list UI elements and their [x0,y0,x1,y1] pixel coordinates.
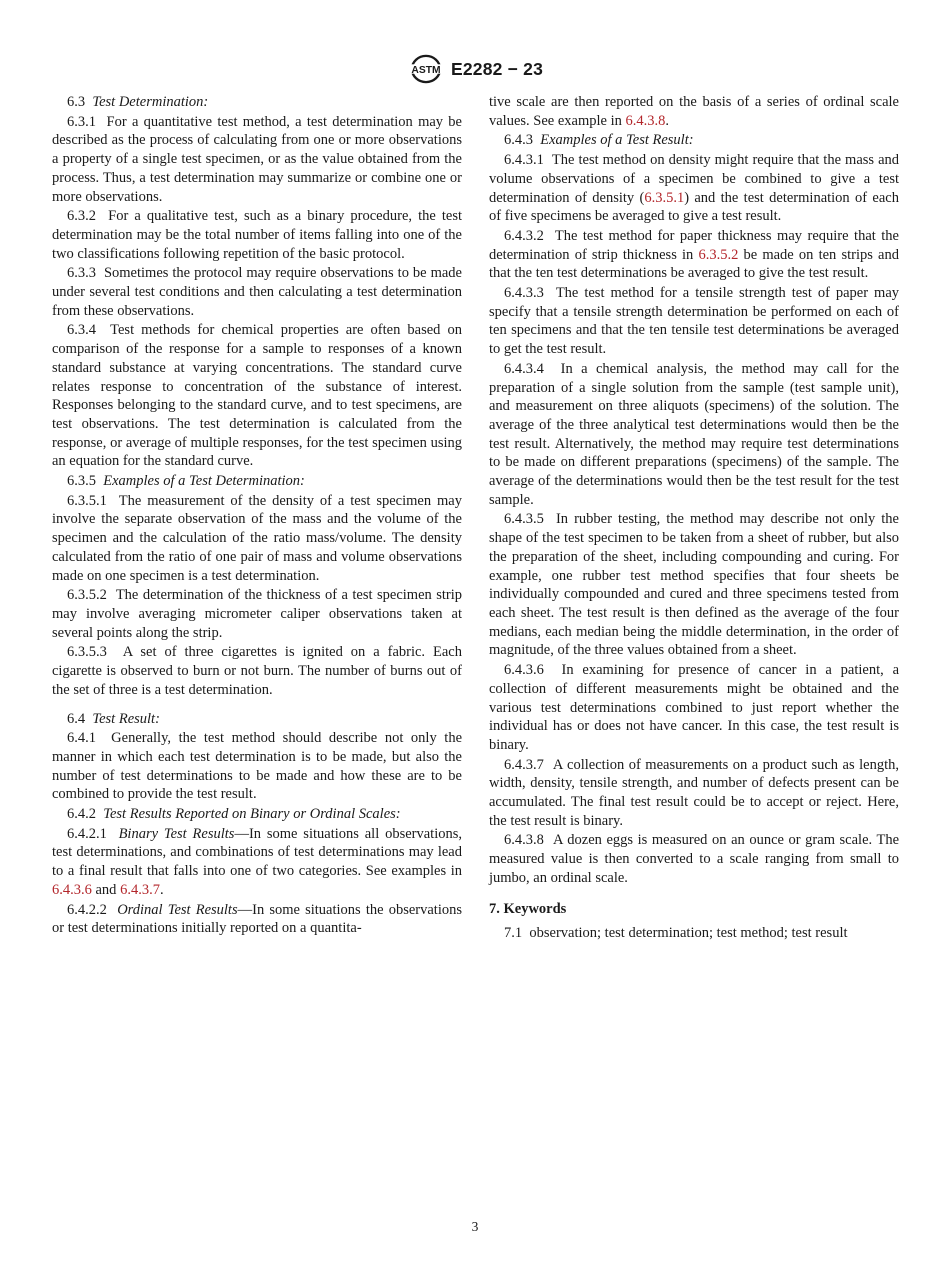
section-6-3-5-3: 6.3.5.3 A set of three cigarettes is ignited on a fabric. Each cigarette is observed to burn or not burn. The number of burns out of the set of three is a test determination. [52,644,462,698]
section-6-4-3-7: 6.4.3.7 A collection of measurements on a product such as length, width, density, tensile strength, and number of defects present can be accumulated. The final test result could be to accept or reject. Here, the test result is binary. [489,756,899,829]
page-number: 3 [471,1219,479,1234]
section-6-3-5: 6.3.5 Examples of a Test Determination: [67,473,305,490]
section-6-4-3-3: 6.4.3.3 The test method for a tensile strength test of paper may specify that a tensile strength determination be performed on each of ten specimens and that the ten tensile test determinations be averaged to get the test result. [489,285,899,358]
astm-logo-icon [407,54,445,84]
section-6-4-3: 6.4.3 Examples of a Test Result: [504,132,694,149]
section-6-4-2-1: 6.4.2.1 Binary Test Results—In some situations all observations, test determinations, and combinations of test determinations may lead to a final result that falls into one of two categories. See examples in 6.4.3.6 and 6.4.3.7. [52,825,462,898]
link-6-4-3-6[interactable]: 6.4.3.6 [52,881,92,898]
section-6-4-3-8: 6.4.3.8 A dozen eggs is measured on an ounce or gram scale. The measured value is then converted to a scale ranging from small to jumbo, an ordinal scale. [489,832,900,886]
right-column [489,93,899,944]
section-6-3: 6.3 Test Determination: [67,94,209,110]
left-column [52,93,462,939]
section-6-3-5-1: 6.3.5.1 The measurement of the density of a test specimen may involve the separate observation of the mass and the volume of the specimen and the calculation of the ratio mass/volume. The density calculated from the ratio of one pair of mass and volume observations made on one specimen is a test determination. [52,492,462,584]
section-6-4: 6.4 Test Result: [67,710,160,727]
section-6-3-1: 6.3.1 For a quantitative test method, a test determination may be described as the process of calculating from one or more observations a property of a single test specimen, or as the value obtained from the process. Thus, a test determination may summarize or combine one or more observations. [52,113,462,205]
link-6-3-5-1[interactable]: 6.3.5.1 [644,189,685,206]
section-6-4-3-5: 6.4.3.5 In rubber testing, the method may describe not only the shape of the test specimen to be taken from a sheet of rubber, but also the preparation of the sheet, including compounding and curing. For example, one rubber test method specifies that four sheets be individually compounded and cured and three specimens tested from each sheet. The test result is then defined as the average of the four medians, each median being the middle determination, in the order of magnitude, of the three values obtained from a sheet. [489,511,899,659]
section-6-3-4: 6.3.4 Test methods for chemical properties are often based on comparison of the response for a sample to responses of a known standard substance at varying concentrations. The standard curve relates response to concentration of the substance of interest. Responses belonging to the standard curve, and to test specimens, are test observations. The test determination is calculated from the response, or average of multiple responses, for the test specimen using an equation for the standard curve. [52,322,463,470]
section-6-4-3-2: 6.4.3.2 The test method for paper thickness may require that the determination of strip thickness in 6.3.5.2 be made on ten strips and that the ten test determinations be averaged to give the test result. [489,227,899,282]
section-6-3-2: 6.3.2 For a qualitative test, such as a binary procedure, the test determination may be the total number of items falling into one of the two classifications following repetition of the basic protocol. [52,208,463,262]
section-6-4-3-1: 6.4.3.1 The test method on density might require that the mass and volume observations of a specimen be combined to give a test determination of density (6.3.5.1) and the test determination of each of five specimens be averaged to give a test result. [489,152,899,225]
section-7-1: 7.1 observation; test determination; test method; test result [504,925,848,942]
section-6-3-3: 6.3.3 Sometimes the protocol may require observations to be made under several test conditions and then calculating a test determination from these observations. [52,265,462,319]
section-6-3-5-2: 6.3.5.2 The determination of the thickness of a test specimen strip may involve averaging micrometer caliper observations taken at several points along the strip. [52,587,463,641]
link-6-3-5-2[interactable]: 6.3.5.2 [698,246,739,263]
link-6-4-3-7[interactable]: 6.4.3.7 [120,881,160,898]
section-6-4-1: 6.4.1 Generally, the test method should describe not only the manner in which each test determination is to be made, but also the number of test determinations to be made and how these are to be combined to provide the test result. [52,730,463,803]
section-6-4-3-6: 6.4.3.6 In examining for presence of cancer in a patient, a collection of different measurements might be obtained and the various test determinations combined to just report whether the individual has or does not have cancer. In this case, the test result is binary. [489,662,899,753]
link-6-4-3-8[interactable]: 6.4.3.8 [625,112,666,129]
keywords-heading: 7. Keywords [489,900,567,917]
standard-designation: E2282 − 23 [450,58,543,79]
svg-text:ASTM: ASTM [411,65,441,77]
section-6-4-3-4: 6.4.3.4 In a chemical analysis, the method may call for the preparation of a single solution from the sample (test sample unit), and measurement on three aliquots (specimens) of the solution. The average of the three analytical test determinations would then be the test result. Alternatively, the method may require test determinations to be made on different preparations (specimens) of the sample. The average of the determinations would then be the test result for the test sample. [489,360,900,508]
section-6-4-2-2-continued: tive scale are then reported on the basis of a series of ordinal scale values. See example in 6.4.3.8. [489,94,899,129]
section-6-4-2: 6.4.2 Test Results Reported on Binary or Ordinal Scales: [67,806,401,823]
section-6-4-2-2: 6.4.2.2 Ordinal Test Results—In some situations the observations or test determinations initially reported on a quantita- [52,901,463,937]
page-header [0,52,950,86]
